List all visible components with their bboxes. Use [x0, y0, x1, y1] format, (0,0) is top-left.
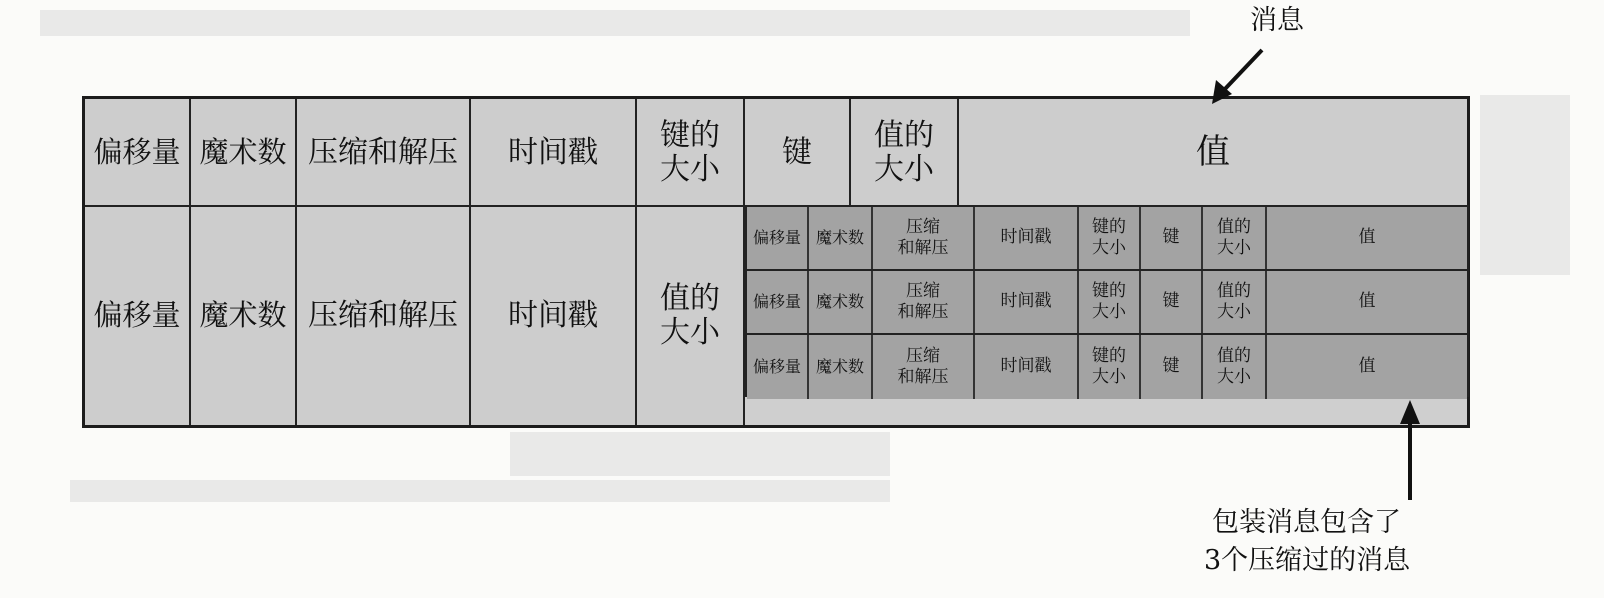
inner-magic-label: 魔术数	[815, 357, 864, 376]
top-offset-label: 偏移量	[93, 135, 181, 170]
top-compression-label: 压缩和解压	[308, 134, 458, 170]
bottom-timestamp-label: 时间戳	[508, 297, 598, 333]
message-annotation: 消息	[1250, 5, 1304, 36]
inner-offset-label: 偏移量	[752, 292, 801, 311]
top-key-size-line1: 键的	[660, 117, 720, 153]
bottom-offset-label: 偏移量	[93, 298, 181, 333]
inner-key-label: 键	[1162, 291, 1180, 312]
inner-key-size-line2: 大小	[1092, 367, 1126, 387]
inner-value-size-line2: 大小	[1217, 302, 1251, 322]
top-value-label: 值	[1196, 132, 1230, 173]
inner-magic-label: 魔术数	[815, 292, 864, 311]
inner-timestamp-label: 时间戳	[1000, 227, 1052, 248]
top-key-label: 键	[782, 134, 812, 170]
top-key-size-line2: 大小	[660, 152, 720, 187]
bottom-magic-label: 魔术数	[199, 298, 287, 333]
inner-timestamp-label: 时间戳	[1000, 291, 1052, 312]
inner-compression-line1: 压缩	[906, 345, 940, 366]
bottom-value-size-line2: 大小	[660, 315, 720, 350]
inner-key-size-line2: 大小	[1092, 302, 1126, 322]
inner-compression-line2: 和解压	[897, 302, 949, 322]
inner-compression-line1: 压缩	[906, 280, 940, 301]
inner-compression-line2: 和解压	[897, 238, 949, 258]
inner-value-size-line2: 大小	[1217, 238, 1251, 258]
inner-key-size-line1: 键的	[1092, 280, 1126, 301]
top-magic-label: 魔术数	[199, 135, 287, 170]
inner-value-label: 值	[1358, 291, 1376, 312]
top-value-size-line1: 值的	[874, 117, 934, 153]
inner-compression-line2: 和解压	[897, 367, 949, 387]
bottom-value-size-line1: 值的	[660, 280, 720, 316]
inner-value-size-line1: 值的	[1217, 216, 1251, 237]
inner-value-label: 值	[1358, 356, 1376, 377]
inner-compression-line1: 压缩	[906, 216, 940, 237]
arrow-to-wrapper-icon	[1400, 400, 1420, 500]
inner-value-label: 值	[1358, 227, 1376, 248]
inner-key-size-line2: 大小	[1092, 238, 1126, 258]
inner-value-size-line2: 大小	[1217, 367, 1251, 387]
inner-key-label: 键	[1162, 227, 1180, 248]
bottom-compression-label: 压缩和解压	[308, 297, 458, 333]
inner-offset-label: 偏移量	[752, 357, 801, 376]
top-timestamp-label: 时间戳	[508, 134, 598, 170]
wrapper-annotation-line1: 包装消息包含了	[1212, 507, 1401, 538]
inner-key-size-line1: 键的	[1092, 216, 1126, 237]
inner-value-size-line1: 值的	[1217, 345, 1251, 366]
inner-value-size-line1: 值的	[1217, 280, 1251, 301]
inner-offset-label: 偏移量	[752, 228, 801, 247]
wrapper-annotation-line2: 3个压缩过的消息	[1204, 545, 1411, 576]
inner-key-size-line1: 键的	[1092, 345, 1126, 366]
top-value-size-line2: 大小	[874, 152, 934, 187]
inner-magic-label: 魔术数	[815, 228, 864, 247]
inner-timestamp-label: 时间戳	[1000, 356, 1052, 377]
arrow-to-message-icon	[1212, 50, 1262, 104]
inner-key-label: 键	[1162, 356, 1180, 377]
